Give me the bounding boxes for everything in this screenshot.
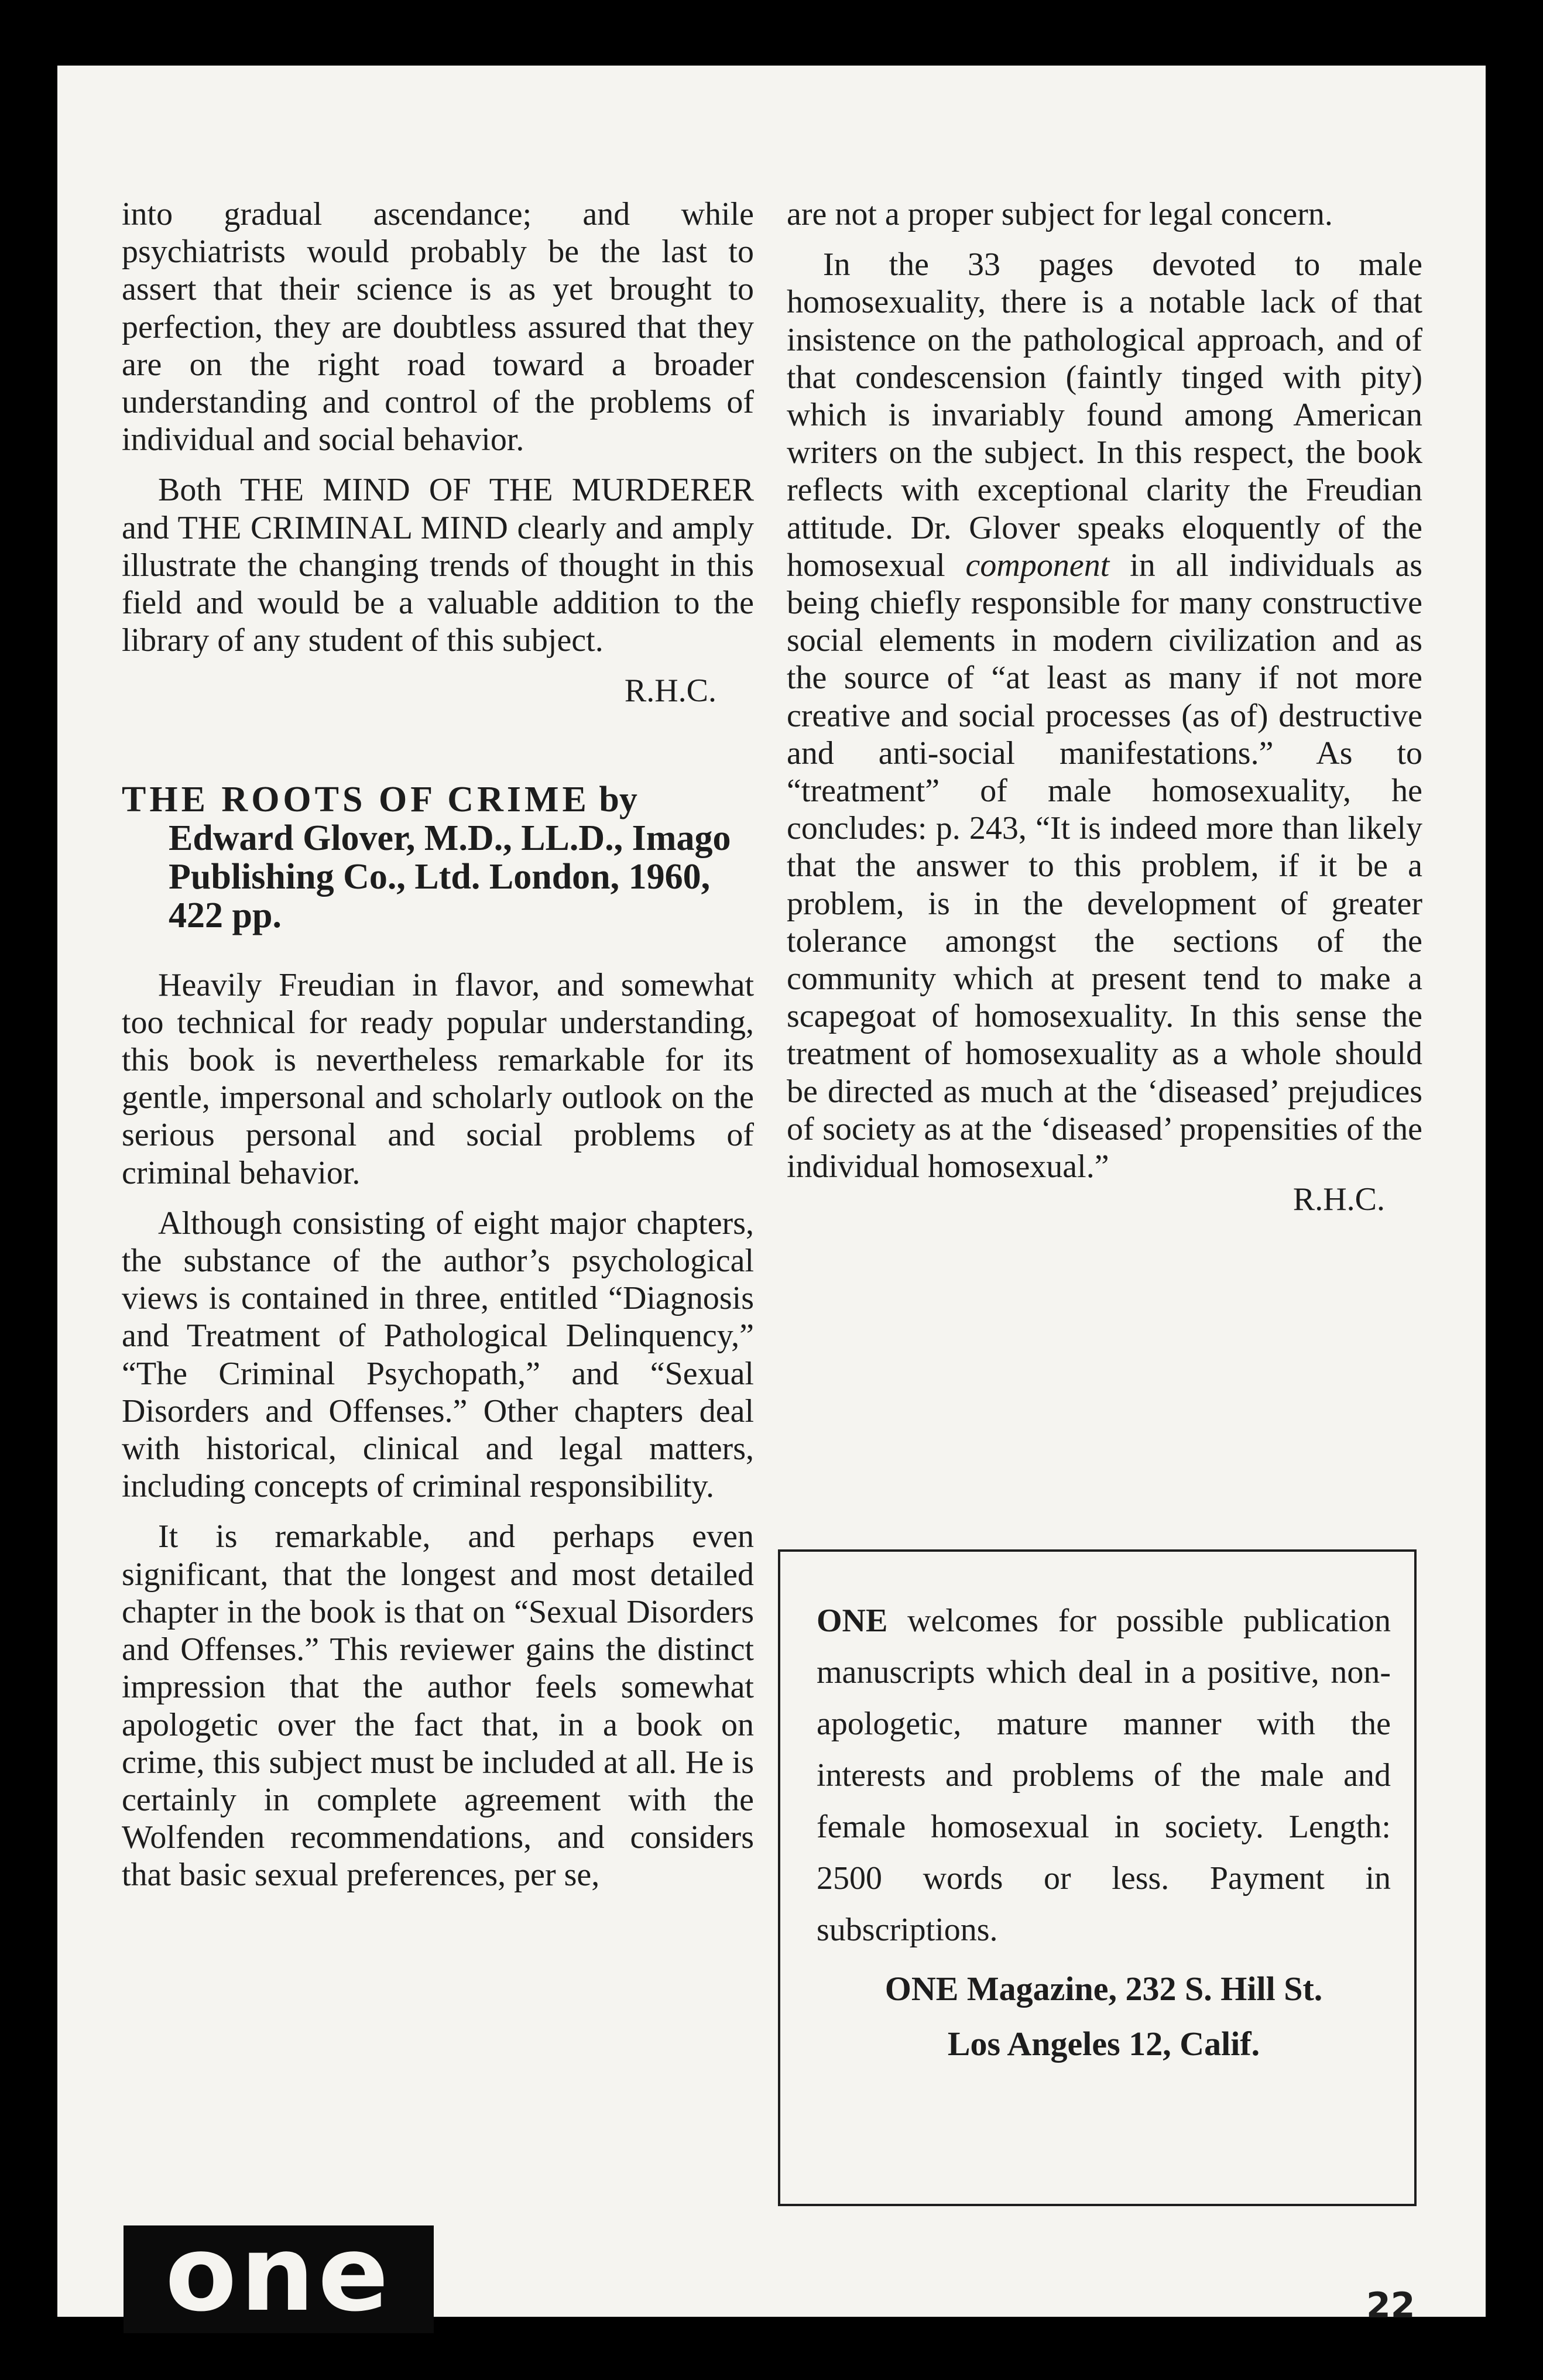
review-paragraph: It is remarkable, and perhaps even significant, that the longest and most detailed chapter in the book is that on “Sexual Disorders and Offenses.” This reviewer gains the distinct impression that the author feels somewhat apologetic over the fact that, in a book on crime, this subject must be included at all. He is certainly in complete agreement with the Wolfenden recommendations, and considers that basic sexual preferences, per se, (122, 1518, 754, 1894)
review-paragraph: Although consisting of eight major chapters, the substance of the author’s psychological views is contained in three, entitled “Diagnosis and Treatment of Pathological Delinquency,” “The Criminal Psychopath,” and “Sexual Disorders and Offenses.” Other chapters deal with historical, clinical and legal matters, including concepts of criminal responsibility. (122, 1205, 754, 1505)
text-run: In the 33 pages devoted to male homosexuality, there is a notable lack of that insistence on the pathological approach, and of that condescension (faintly tinged with pity) which is invariably found among American writers on the subject. In this respect, the book reflects with exceptional clarity the Freudian attitude. Dr. Glover speaks eloquently of the homosexual (787, 246, 1422, 584)
reviewer-initials: R.H.C. (624, 673, 716, 709)
review-paragraph: into gradual ascendance; and while psychiatrists would probably be the last to assert that their science is as yet brought to perfection, they are doubtless assured that they are on the right road toward a broader understanding and control of the problems of individual and social behavior. (122, 196, 754, 458)
review-paragraph: are not a proper subject for legal concern. (787, 196, 1333, 232)
book-title: THE ROOTS OF CRIME (122, 779, 590, 819)
emphasized-word: component (965, 547, 1110, 584)
review-paragraph: Both THE MIND OF THE MURDERER and THE CRIMINAL MIND clearly and amply illustrate the changing trends of thought in this field and would be a valuable addition to the library of any student of this subject. (122, 472, 754, 659)
book-details: by Edward Glover, M.D., LL.D., Imago Publishing Co., Ltd. London, 1960, 422 pp. (169, 779, 731, 935)
page-number: 22 (1366, 2285, 1415, 2326)
magazine-page (57, 66, 1486, 2334)
left-column (122, 196, 754, 1907)
review-paragraph (787, 246, 1422, 1185)
brand-name: ONE (817, 1603, 888, 1639)
right-column (787, 196, 1422, 1218)
address-line: Los Angeles 12, Calif. (947, 2025, 1260, 2063)
one-magazine-logo (124, 2213, 434, 2334)
text-run: in all individuals as being chiefly responsible for many constructive social elements in modern civilization and as the source of “at least as many if not more creative and social processes (as of) destructive and anti-social manifestations.” As to “treatment” of male homosexuality, he concludes: p. 243, “It is indeed more than likely that the answer to this problem, if it be a problem, is in the development of greater tolerance amongst the sections of the community which at present tend to make a scapegoat of homosexuality. In this sense the treatment of homosexuality as a whole should be directed as much at the ‘diseased’ prejudices of society as at the ‘diseased’ propensities of the individual homosexual.” (787, 547, 1423, 1185)
notice-body: welcomes for possible publication manuscripts which deal in a positive, non-apologetic, mature manner with the interests and problems of the male and female homosexual in society. Length: 2500 words or less. Payment in subscriptions. (817, 1603, 1391, 1948)
logo-text: one (165, 2213, 392, 2334)
review-title (122, 780, 754, 935)
submissions-notice-box (778, 1549, 1417, 2206)
notice-text (817, 1595, 1391, 1956)
reviewer-initials: R.H.C. (1292, 1181, 1385, 1218)
address-line: ONE Magazine, 232 S. Hill St. (884, 1970, 1323, 2008)
review-paragraph: Heavily Freudian in flavor, and somewhat too technical for ready popular understanding, this book is nevertheless remarkable for its gentle, impersonal and scholarly outlook on the serious personal and social problems of criminal behavior. (122, 966, 754, 1191)
